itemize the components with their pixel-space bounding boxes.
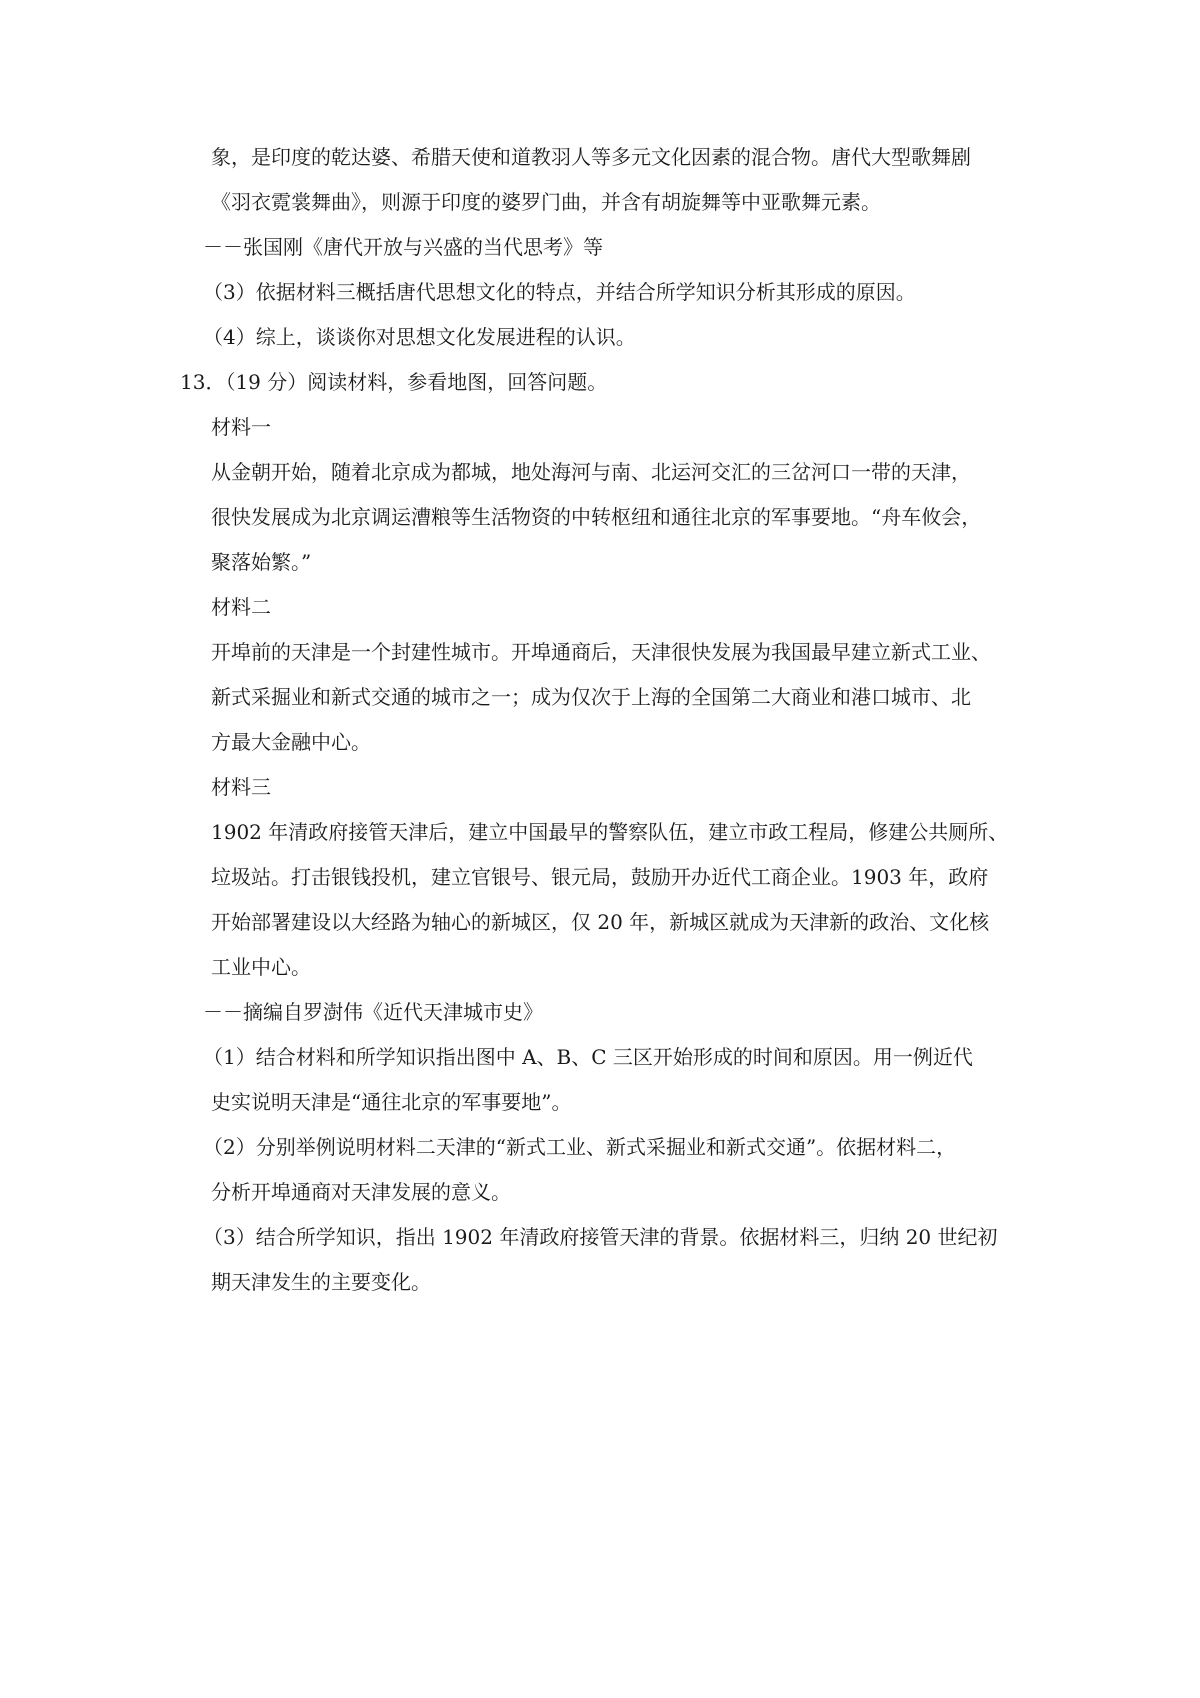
- source-attribution: －－摘编自罗澍伟《近代天津城市史》: [203, 1000, 543, 1024]
- source-attribution: －－张国刚《唐代开放与兴盛的当代思考》等: [203, 235, 603, 259]
- question-13-heading: 13．（19 分）阅读材料，参看地图，回答问题。: [180, 370, 608, 394]
- question-13-3-continued: 期天津发生的主要变化。: [211, 1270, 431, 1294]
- material-1-text: 聚落始繁。”: [211, 550, 312, 574]
- material-1-text: 从金朝开始，随着北京成为都城，地处海河与南、北运河交汇的三岔河口一带的天津，: [211, 460, 971, 484]
- material-3-text: 工业中心。: [211, 955, 311, 979]
- question-13-2-continued: 分析开埠通商对天津发展的意义。: [211, 1180, 511, 1204]
- question-12-4: （4）综上，谈谈你对思想文化发展进程的认识。: [203, 325, 636, 349]
- material-1-text: 很快发展成为北京调运漕粮等生活物资的中转枢纽和通往北京的军事要地。“舟车攸会，: [211, 505, 982, 529]
- question-13-2: （2）分别举例说明材料二天津的“新式工业、新式采掘业和新式交通”。依据材料二，: [203, 1135, 957, 1159]
- material-2-label: 材料二: [211, 595, 271, 619]
- material-2-text: 方最大金融中心。: [211, 730, 371, 754]
- material-2-text: 新式采掘业和新式交通的城市之一；成为仅次于上海的全国第二大商业和港口城市、北: [211, 685, 971, 709]
- material-3-text: 1902 年清政府接管天津后，建立中国最早的警察队伍，建立市政工程局，修建公共厕所、: [211, 820, 1009, 844]
- text-line-quote-end: 《羽衣霓裳舞曲》，则源于印度的婆罗门曲，并含有胡旋舞等中亚歌舞元素。: [211, 190, 881, 214]
- material-2-text: 开埠前的天津是一个封建性城市。开埠通商后，天津很快发展为我国最早建立新式工业、: [211, 640, 991, 664]
- question-12-3: （3）依据材料三概括唐代思想文化的特点，并结合所学知识分析其形成的原因。: [203, 280, 916, 304]
- text-line-quote-continuation: 象，是印度的乾达婆、希腊天使和道教羽人等多元文化因素的混合物。唐代大型歌舞剧: [211, 145, 971, 169]
- material-1-label: 材料一: [211, 415, 271, 439]
- material-3-text: 垃圾站。打击银钱投机，建立官银号、银元局，鼓励开办近代工商企业。1903 年，政府: [211, 865, 989, 889]
- question-13-1: （1）结合材料和所学知识指出图中 A、B、C 三区开始形成的时间和原因。用一例近代: [203, 1045, 973, 1069]
- material-3-label: 材料三: [211, 775, 271, 799]
- question-13-3: （3）结合所学知识，指出 1902 年清政府接管天津的背景。依据材料三，归纳 20 世纪初: [203, 1225, 998, 1249]
- question-13-1-continued: 史实说明天津是“通往北京的军事要地”。: [211, 1090, 572, 1114]
- material-3-text: 开始部署建设以大经路为轴心的新城区，仅 20 年，新城区就成为天津新的政治、文化核: [211, 910, 990, 934]
